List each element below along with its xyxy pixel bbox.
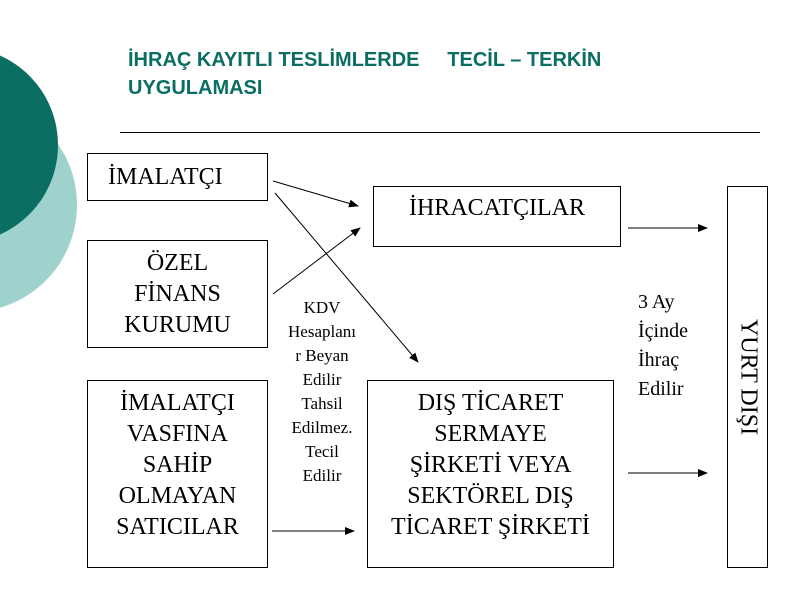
arrow-ozel-finans-to-ihracatcilar [273, 228, 360, 294]
box-ihracatcilar: İHRACATÇILAR [373, 186, 621, 247]
arrow-imalatci-to-dis-ticaret [275, 193, 418, 362]
note-3-ay: 3 Ay İçinde İhraç Edilir [638, 291, 688, 400]
box-ozel-finans-kurumu: ÖZEL FİNANS KURUMU [87, 240, 268, 348]
box-imalatci-vasfina-sahip-olmayan: İMALATÇI VASFINA SAHİP OLMAYAN SATICILAR [87, 380, 268, 568]
note-kdv: KDV Hesaplanı r Beyan Edilir Tahsil Edilmez. Tecil Edilir [288, 298, 356, 485]
slide-title: İHRAÇ KAYITLI TESLİMLERDE TECİL – TERKİN UYGULAMASI [128, 49, 602, 99]
arrow-imalatci-to-ihracatcilar [273, 181, 358, 206]
box-imalatci: İMALATÇI [87, 153, 268, 201]
box-dis-ticaret-sirketi: DIŞ TİCARET SERMAYE ŞİRKETİ VEYA SEKTÖREL DIŞ TİCARET ŞİRKETİ [367, 380, 614, 568]
yurt-disi-label: YURT DIŞI [735, 318, 761, 436]
